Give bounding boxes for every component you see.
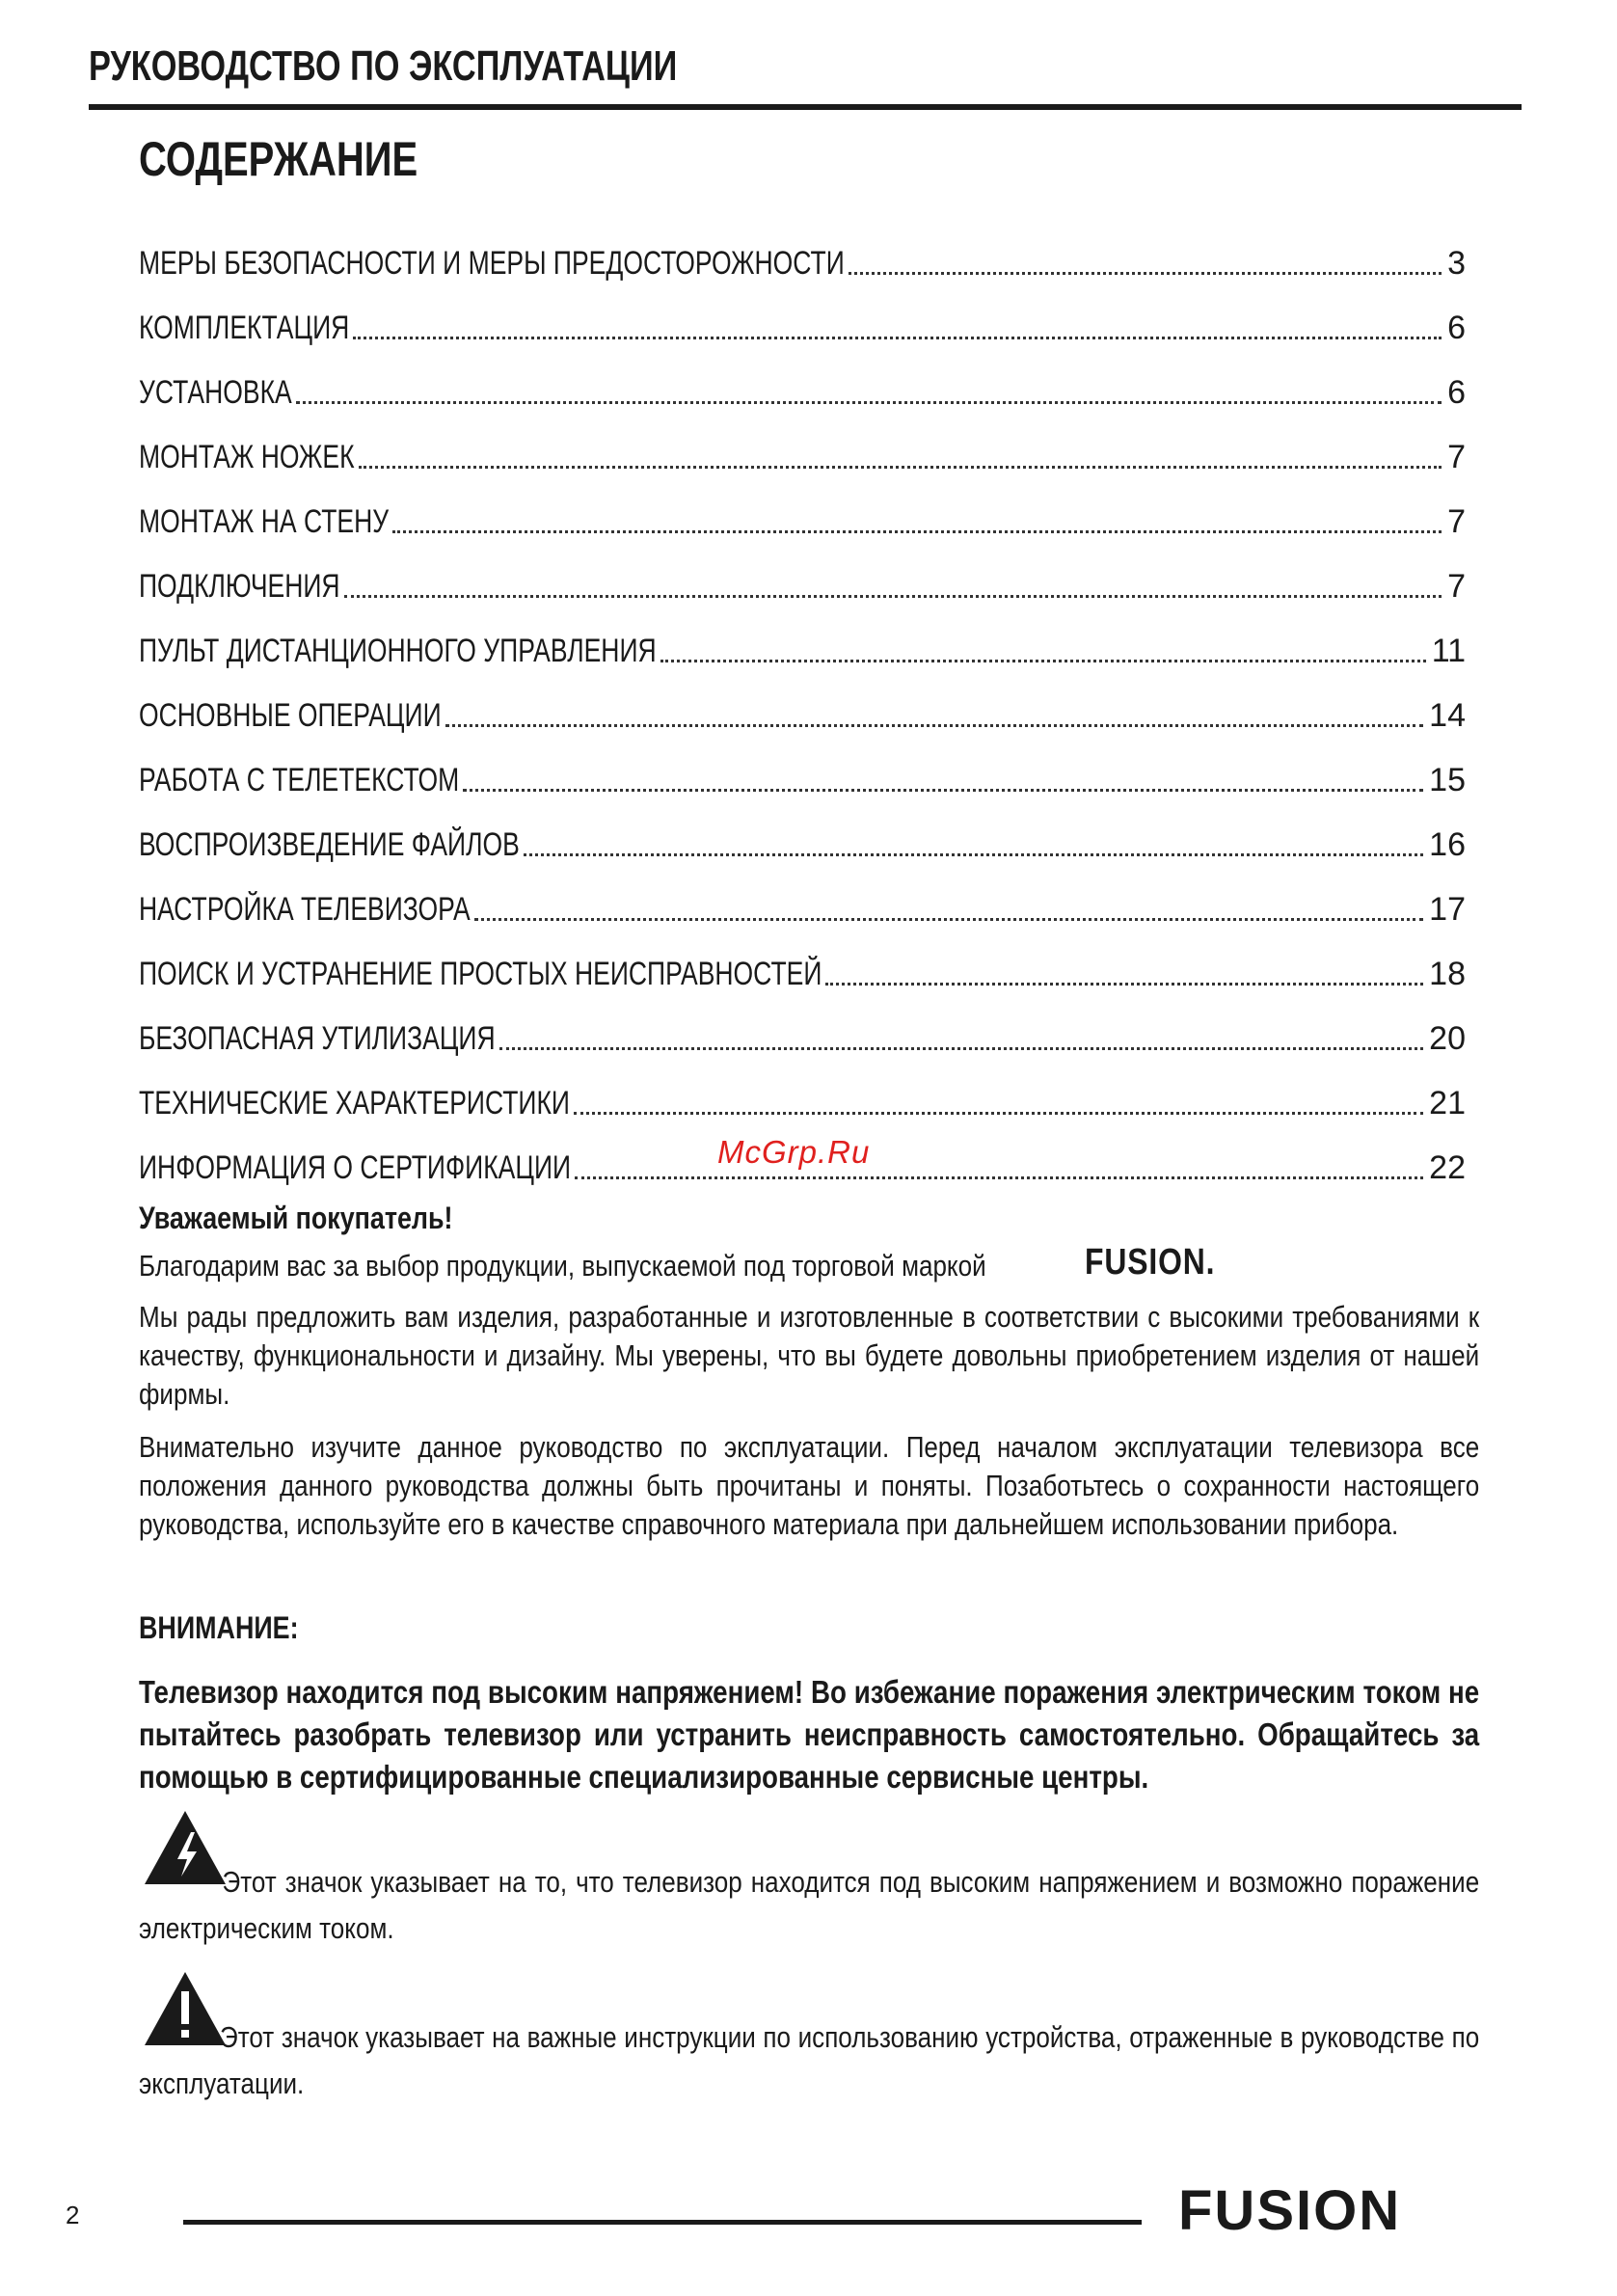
toc-leader-dots: [660, 658, 1426, 662]
toc-item: [139, 993, 1466, 1058]
toc-item-page: 18: [1429, 956, 1466, 992]
toc-item: [139, 864, 1466, 929]
toc-item-title: ПОИСК И УСТРАНЕНИЕ ПРОСТЫХ НЕИСПРАВНОСТЕЙ: [139, 956, 822, 992]
intro-paragraph-1-text: Мы рады предложить вам изделия, разработанные и изготовленные в соответствии с высокими требованиями к качеству, функциональности и дизайну. Мы уверены, что вы будете довольны приобретением изделия от нашей фирмы.: [139, 1300, 1480, 1411]
document-header-title: РУКОВОДСТВО ПО ЭКСПЛУАТАЦИИ: [89, 42, 678, 90]
toc-item-title: УСТАНОВКА: [139, 374, 292, 411]
toc-item: [139, 476, 1466, 541]
thanks-line: [139, 1242, 1489, 1285]
toc-item-page: 14: [1429, 697, 1466, 734]
icon-description-2-text: Этот значок указывает на важные инструкции по использованию устройства, отраженные в руководстве по эксплуатации.: [139, 2020, 1480, 2100]
toc-item: [139, 283, 1466, 347]
brand-inline: FUSION.: [1085, 1242, 1216, 1283]
toc-leader-dots: [359, 464, 1442, 469]
header-rule: [89, 104, 1522, 110]
intro-paragraph-1: [139, 1298, 1479, 1414]
toc-item: [139, 670, 1466, 735]
toc-item-page: 7: [1447, 503, 1466, 540]
toc-item: [139, 929, 1466, 993]
toc-leader-dots: [524, 851, 1423, 856]
warning-heading-text: ВНИМАНИЕ:: [139, 1610, 299, 1645]
toc-item-title: МОНТАЖ НОЖЕК: [139, 439, 355, 475]
toc-item: [139, 218, 1466, 283]
toc-item-page: 22: [1429, 1149, 1466, 1186]
intro-paragraph-2: [139, 1428, 1479, 1544]
toc-heading: СОДЕРЖАНИЕ: [139, 132, 418, 186]
toc-leader-dots: [825, 981, 1423, 986]
toc-item-title: ИНФОРМАЦИЯ О СЕРТИФИКАЦИИ: [139, 1149, 572, 1186]
toc-item: [139, 1058, 1466, 1122]
icon-description-2: [139, 2014, 1479, 2107]
footer-rule: [183, 2220, 1142, 2225]
toc-leader-dots: [296, 399, 1442, 404]
icon-description-1: [139, 1859, 1479, 1952]
thanks-text: Благодарим вас за выбор продукции, выпускаемой под торговой маркой: [139, 1249, 986, 1283]
intro-paragraph-2-text: Внимательно изучите данное руководство по эксплуатации. Перед началом эксплуатации телевизора все положения данного руководства должны быть прочитаны и поняты. Позаботьтесь о сохранности настоящего руководства, используйте его в качестве справочного материала при дальнейшем использовании прибора.: [139, 1430, 1480, 1541]
toc-item-title: ТЕХНИЧЕСКИЕ ХАРАКТЕРИСТИКИ: [139, 1085, 570, 1121]
toc-item-title: НАСТРОЙКА ТЕЛЕВИЗОРА: [139, 891, 471, 928]
table-of-contents: [139, 218, 1466, 1187]
page-number: 2: [66, 2201, 80, 2229]
toc-item: [139, 541, 1466, 606]
toc-item-title: ВОСПРОИЗВЕДЕНИЕ ФАЙЛОВ: [139, 826, 520, 863]
toc-item-page: 17: [1429, 891, 1466, 928]
toc-item-page: 15: [1429, 762, 1466, 798]
toc-item-page: 6: [1447, 310, 1466, 346]
warning-text: [139, 1671, 1479, 1798]
toc-item-page: 6: [1447, 374, 1466, 411]
toc-item: [139, 799, 1466, 864]
toc-leader-dots: [575, 1175, 1423, 1179]
toc-item-title: РАБОТА С ТЕЛЕТЕКСТОМ: [139, 762, 460, 798]
toc-item-page: 3: [1447, 245, 1466, 282]
warning-text-content: Телевизор находится под высоким напряжением! Во избежание поражения электрическим током не пытайтесь разобрать телевизор или устранить неисправность самостоятельно. Обращайтесь за помощью в сертифицированные специализированные сервисные центры.: [139, 1674, 1480, 1795]
toc-leader-dots: [474, 916, 1423, 921]
toc-item-page: 7: [1447, 568, 1466, 605]
toc-item: [139, 735, 1466, 799]
toc-leader-dots: [849, 270, 1442, 275]
toc-item-title: ПОДКЛЮЧЕНИЯ: [139, 568, 340, 605]
greeting-text: Уважаемый покупатель!: [139, 1201, 453, 1235]
toc-item-title: ОСНОВНЫЕ ОПЕРАЦИИ: [139, 697, 442, 734]
toc-item-page: 11: [1431, 633, 1466, 669]
toc-leader-dots: [499, 1045, 1424, 1050]
toc-item-title: МОНТАЖ НА СТЕНУ: [139, 503, 390, 540]
toc-item-title: БЕЗОПАСНАЯ УТИЛИЗАЦИЯ: [139, 1020, 496, 1057]
watermark: McGrp.Ru: [717, 1134, 871, 1170]
toc-leader-dots: [392, 528, 1442, 533]
icon-description-1-text: Этот значок указывает на то, что телевизор находится под высоким напряжением и возможно поражение электрическим током.: [139, 1865, 1480, 1945]
fusion-logo-text: FUSION: [1178, 2181, 1402, 2239]
toc-leader-dots: [344, 593, 1442, 598]
toc-item: [139, 606, 1466, 670]
toc-item-title: КОМПЛЕКТАЦИЯ: [139, 310, 350, 346]
toc-item-title: МЕРЫ БЕЗОПАСНОСТИ И МЕРЫ ПРЕДОСТОРОЖНОСТИ: [139, 245, 845, 282]
toc-leader-dots: [353, 335, 1442, 339]
fusion-logo: [1178, 2181, 1496, 2244]
warning-heading: [139, 1608, 1479, 1647]
toc-item-page: 20: [1429, 1020, 1466, 1057]
toc-item-page: 7: [1447, 439, 1466, 475]
toc-item-page: 21: [1429, 1085, 1466, 1121]
toc-item-title: ПУЛЬТ ДИСТАНЦИОННОГО УПРАВЛЕНИЯ: [139, 633, 657, 669]
toc-leader-dots: [445, 722, 1424, 727]
toc-leader-dots: [463, 787, 1423, 792]
toc-item: [139, 412, 1466, 476]
toc-item: [139, 347, 1466, 412]
toc-item-page: 16: [1429, 826, 1466, 863]
greeting: [139, 1199, 1479, 1237]
toc-leader-dots: [574, 1110, 1423, 1115]
